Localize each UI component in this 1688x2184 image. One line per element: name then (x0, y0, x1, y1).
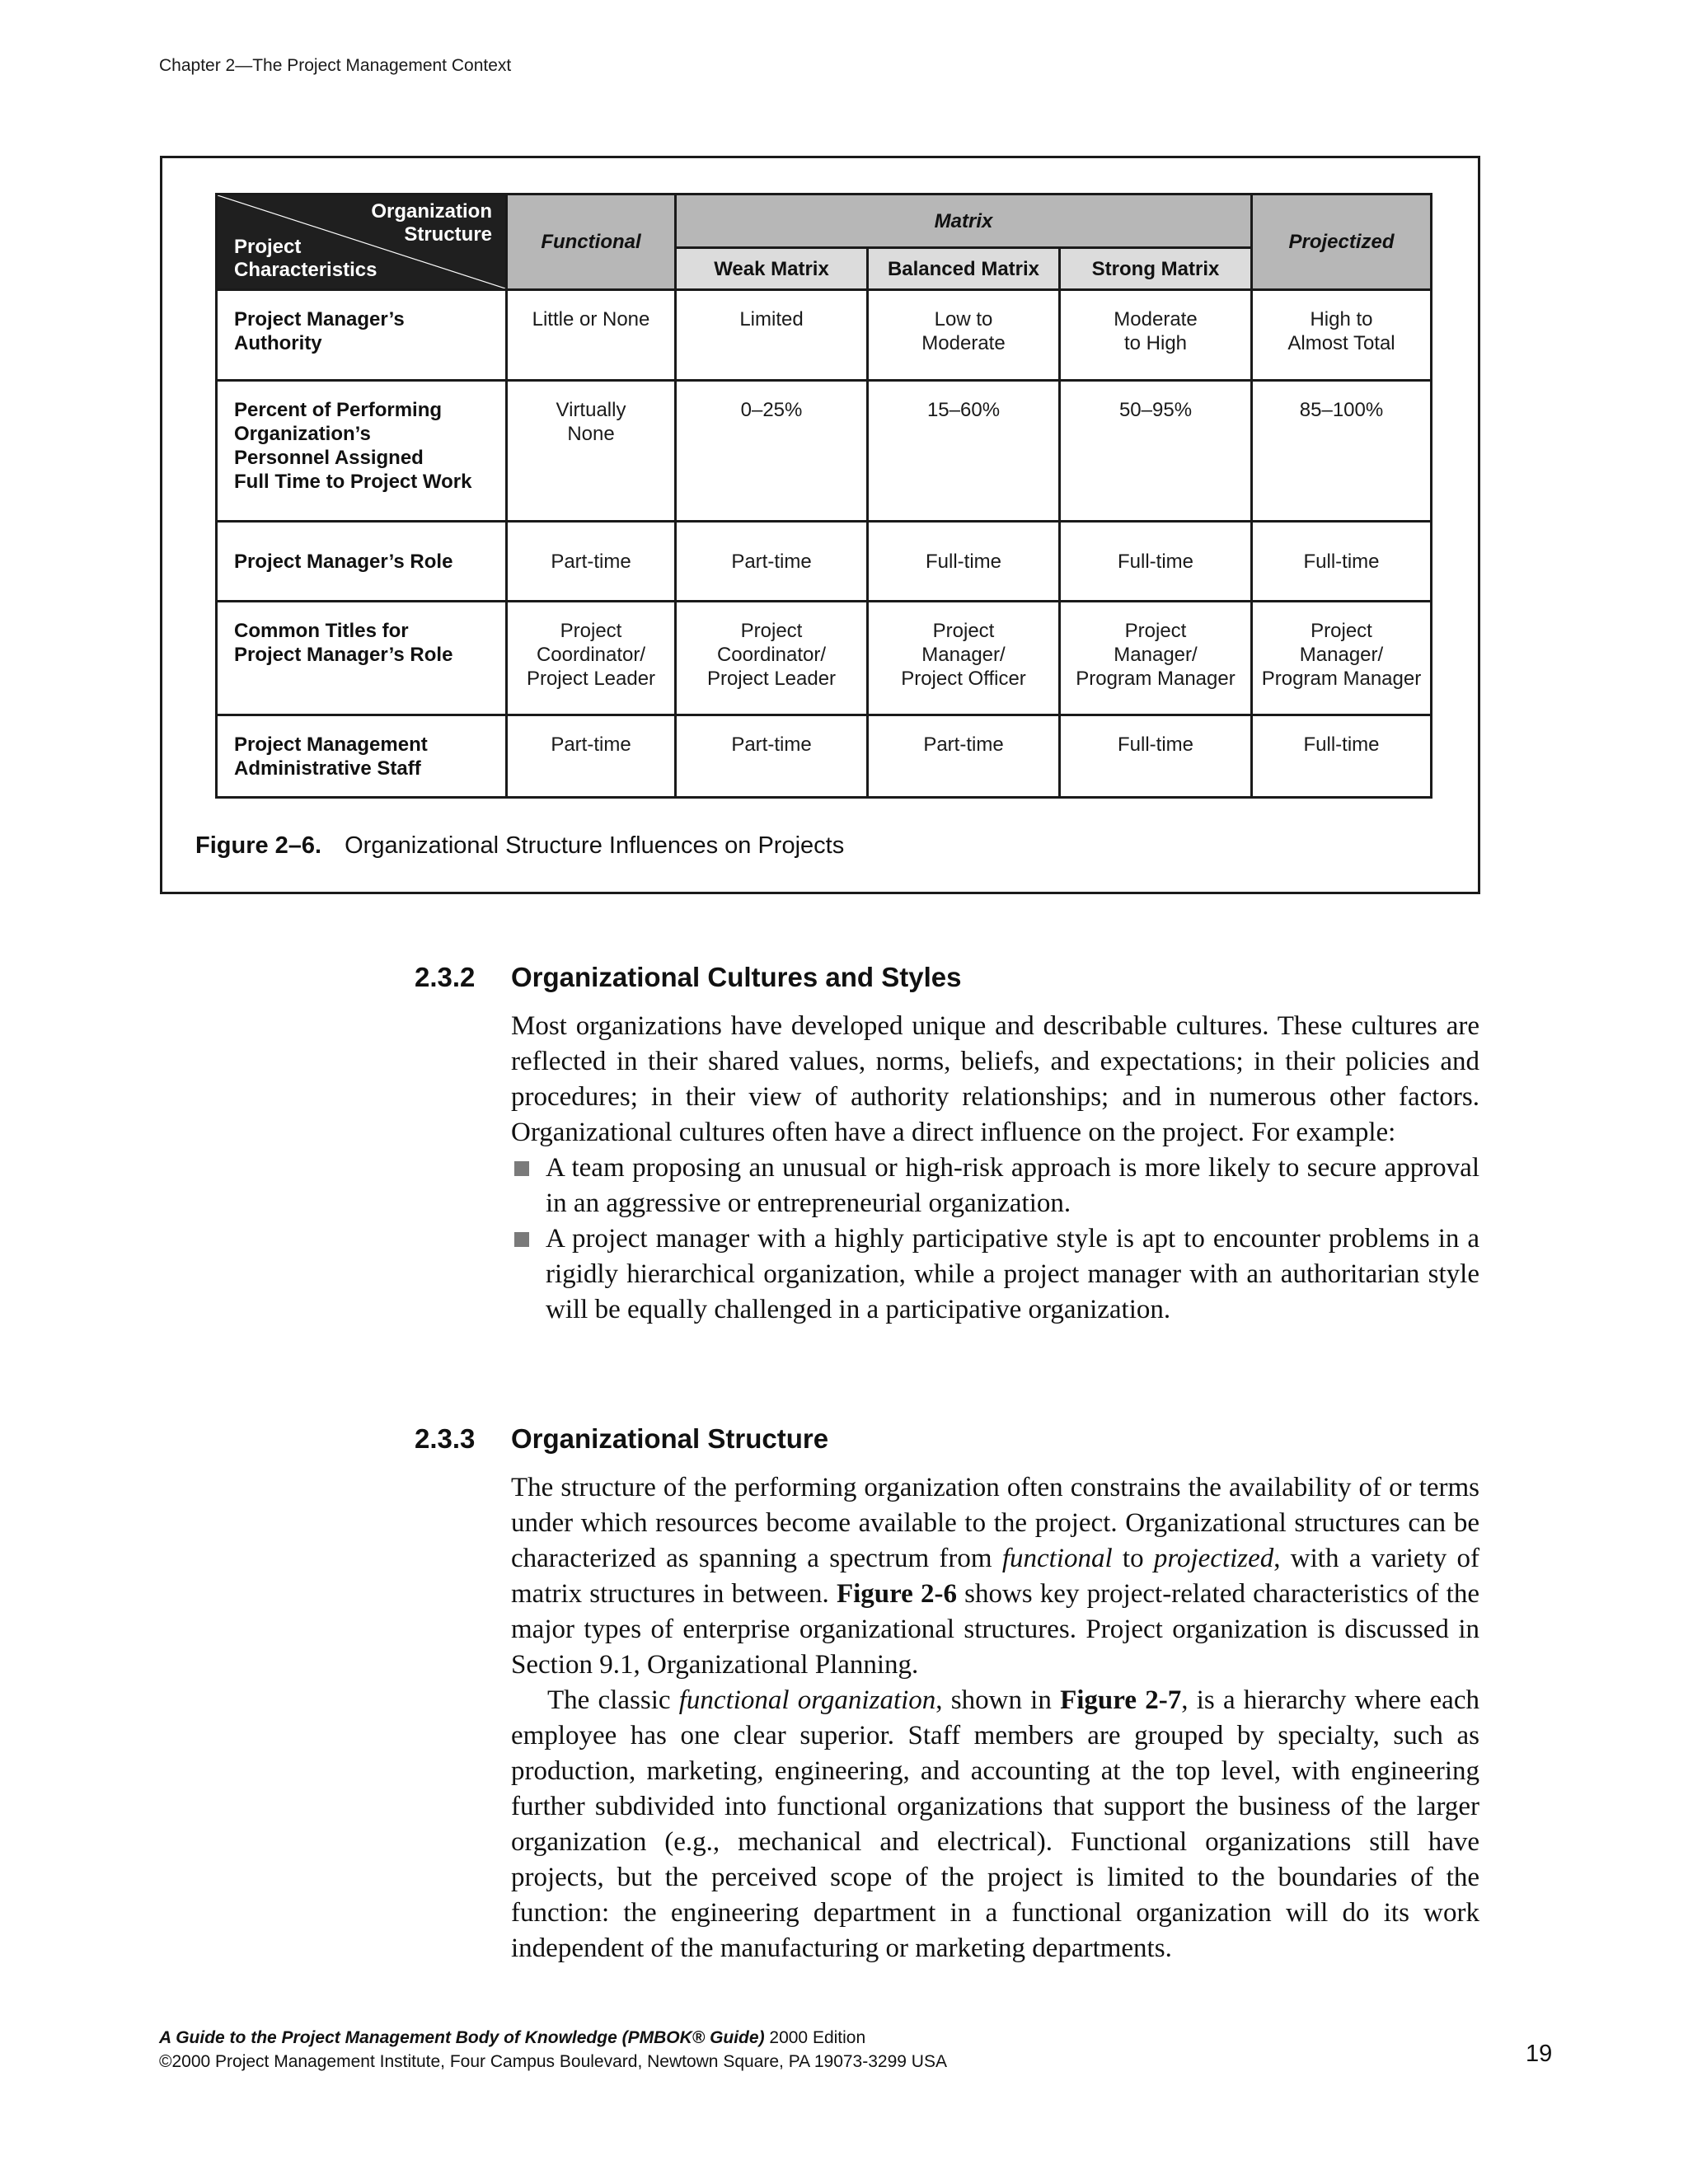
table-body (217, 290, 1432, 798)
col-functional-header: Functional (507, 194, 676, 290)
bullet-text: A team proposing an unusual or high-risk approach is more likely to secure approval in an aggressive or entrepreneurial organization. (546, 1153, 1479, 1218)
paragraph: The classic functional organization, shown in Figure 2-7, is a hierarchy where each employee has one clear superior. Staff members are grouped by specialty, such as production, marketing, engineering, and accounting at the top level, with engineering further subdivided into functional organizations that support the business of the larger organization (e.g., mechanical and electrical). Functional organizations still have projects, but the perceived scope of the project is limited to the boundaries of the function: the engineering department in a functional organization will do its work independent of the manufacturing or marketing departments. (511, 1685, 1479, 1963)
row-label: Project Manager’s Authority (217, 290, 507, 381)
bullet-text: A project manager with a highly participative style is apt to encounter problems in a rigidly hierarchical organization, while a project manager with an authoritarian style will be equally challenged in a participative organization. (546, 1224, 1479, 1324)
running-head: Chapter 2—The Project Management Context (159, 56, 512, 75)
col-weak-matrix-header: Weak Matrix (676, 248, 868, 290)
footer-title: A Guide to the Project Management Body of Knowledge (PMBOK® Guide) 2000 Edition (159, 2028, 866, 2047)
table-cell: 85–100% (1252, 381, 1432, 522)
figure-caption (195, 832, 844, 860)
table-cell: Full-time (1060, 522, 1252, 602)
row-label: Project Management Administrative Staff (217, 715, 507, 798)
table-cell: 50–95% (1060, 381, 1252, 522)
table-cell: Project Coordinator/ Project Leader (507, 602, 676, 715)
section-title-2-3-3: Organizational Structure (511, 1423, 829, 1454)
table-row (217, 522, 1432, 602)
table-cell: Limited (676, 290, 868, 381)
table-cell: 0–25% (676, 381, 868, 522)
table-cell: Low to Moderate (868, 290, 1060, 381)
table-cell: Full-time (868, 522, 1060, 602)
section-number-2-3-3: 2.3.3 (415, 1423, 476, 1454)
table-row (217, 290, 1432, 381)
footer-copyright: ©2000 Project Management Institute, Four Campus Boulevard, Newtown Square, PA 19073-3299 USA (159, 2052, 947, 2071)
row-label: Common Titles for Project Manager’s Role (217, 602, 507, 715)
figure-2-6-reference: Figure 2-6 (836, 1579, 957, 1609)
project-characteristics-label: Project Characteristics (234, 236, 377, 281)
figure-box (160, 156, 1480, 894)
col-balanced-matrix-header: Balanced Matrix (868, 248, 1060, 290)
organization-structure-label: Organization Structure (371, 200, 492, 246)
bullet-square-icon (514, 1232, 529, 1247)
table-cell: Project Manager/ Program Manager (1060, 602, 1252, 715)
row-label: Percent of Performing Organization’s Personnel Assigned Full Time to Project Work (217, 381, 507, 522)
col-matrix-header: Matrix (676, 194, 1252, 248)
row-label: Project Manager’s Role (217, 522, 507, 602)
table-row (217, 602, 1432, 715)
table-cell: Little or None (507, 290, 676, 381)
table-cell: Project Coordinator/ Project Leader (676, 602, 868, 715)
bullet-item (511, 1221, 1479, 1328)
bullet-square-icon (514, 1161, 529, 1176)
page-number: 19 (1526, 2041, 1553, 2067)
table-cell: Full-time (1252, 715, 1432, 798)
figure-caption-number: Figure 2–6. (195, 832, 322, 859)
section-number-2-3-2: 2.3.2 (415, 962, 476, 992)
table-cell: Project Manager/ Program Manager (1252, 602, 1432, 715)
table-cell: 15–60% (868, 381, 1060, 522)
paragraph: Most organizations have developed unique and describable cultures. These cultures are reflected in their shared values, norms, beliefs, and expectations; in their policies and procedures; in their view of authority relationships; and in numerous other factors. Organizational cultures often have a direct influence on the project. For example: (511, 1011, 1479, 1147)
table-cell: Part-time (507, 522, 676, 602)
section-title-2-3-2: Organizational Cultures and Styles (511, 962, 962, 992)
table-cell: Part-time (868, 715, 1060, 798)
section-body-2-3-2 (511, 1009, 1479, 1328)
table-cell: Project Manager/ Project Officer (868, 602, 1060, 715)
table-cell: Virtually None (507, 381, 676, 522)
table-corner-header (217, 194, 507, 290)
paragraph: The structure of the performing organization often constrains the availability of or terms under which resources become available to the project. Organizational structures can be characterized as spanning a spectrum from functional to projectized, with a variety of matrix structures in between. Figure 2-6 shows key project-related characteristics of the major types of enterprise organizational structures. Project organization is discussed in Section 9.1, Organizational Planning. (511, 1473, 1479, 1680)
bullet-item (511, 1151, 1479, 1221)
table-cell: Part-time (676, 715, 868, 798)
table-cell: Part-time (676, 522, 868, 602)
figure-2-7-reference: Figure 2-7 (1060, 1685, 1182, 1715)
figure-caption-text: Organizational Structure Influences on Projects (345, 832, 845, 859)
col-projectized-header: Projectized (1252, 194, 1432, 290)
table-cell: High to Almost Total (1252, 290, 1432, 381)
table-cell: Moderate to High (1060, 290, 1252, 381)
table-row (217, 715, 1432, 798)
table-row (217, 381, 1432, 522)
org-structure-table (215, 193, 1432, 799)
table-cell: Part-time (507, 715, 676, 798)
section-body-2-3-3 (511, 1470, 1479, 1966)
table-cell: Full-time (1060, 715, 1252, 798)
col-strong-matrix-header: Strong Matrix (1060, 248, 1252, 290)
table-cell: Full-time (1252, 522, 1432, 602)
